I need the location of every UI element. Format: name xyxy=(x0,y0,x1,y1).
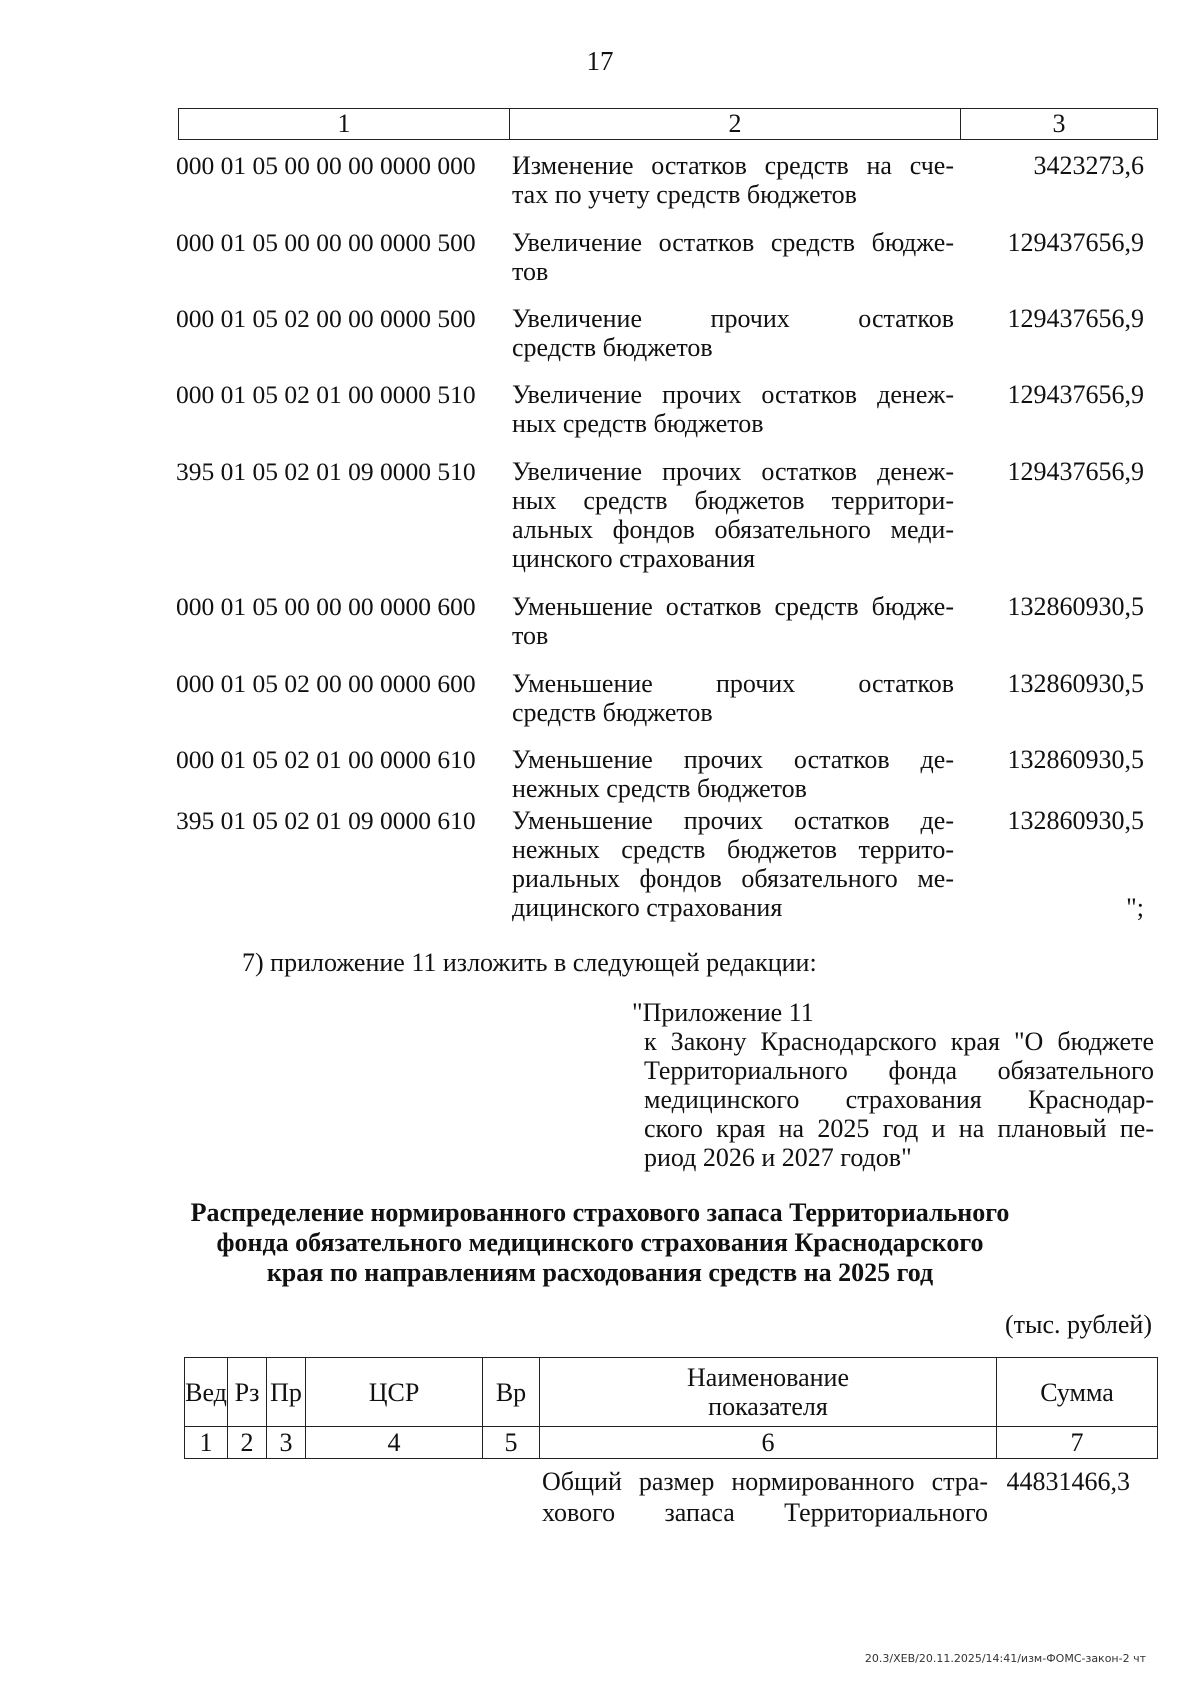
row-description: Увеличение прочих остатков денеж- ных средств бюджетов xyxy=(512,380,954,438)
row-description: Уменьшение прочих остатков де- нежных средств бюджетов xyxy=(512,745,954,803)
budget-code: 000 01 05 02 01 00 0000 610 xyxy=(176,745,476,774)
row-amount: 132860930,5 xyxy=(1007,669,1144,698)
col-header-pr: Пр xyxy=(267,1358,306,1427)
distribution-table xyxy=(184,1357,1158,1459)
col-number: 2 xyxy=(228,1427,267,1459)
budget-code: 000 01 05 02 00 00 0000 500 xyxy=(176,304,476,333)
row-description: Уменьшение остатков средств бюдже- тов xyxy=(512,592,954,650)
budget-code: 000 01 05 00 00 00 0000 500 xyxy=(176,228,476,257)
page-number: 17 xyxy=(586,46,614,76)
units-label: (тыс. рублей) xyxy=(1004,1310,1152,1339)
col-number: 5 xyxy=(483,1427,540,1459)
budget-code: 000 01 05 02 00 00 0000 600 xyxy=(176,669,476,698)
budget-code: 000 01 05 02 01 00 0000 510 xyxy=(176,380,476,409)
col-header-csr: ЦСР xyxy=(306,1358,483,1427)
budget-code: 000 01 05 00 00 00 0000 000 xyxy=(176,151,476,180)
row-description: Увеличение остатков средств бюдже- тов xyxy=(512,228,954,286)
col-number: 3 xyxy=(267,1427,306,1459)
section-title: Распределение нормированного страхового запаса Территориального фонда обязательного медицинского страхования Краснодарского края по направлениям расходования средств на 2025 год xyxy=(190,1198,1010,1287)
row-amount: 129437656,9 xyxy=(1007,380,1144,409)
row-description: Увеличение прочих остатков средств бюджетов xyxy=(512,304,954,362)
row-amount: 132860930,5 xyxy=(1007,592,1144,621)
row-description: Увеличение прочих остатков денеж- ных средств бюджетов территори- альных фондов обязательного меди- цинского страхования xyxy=(512,457,954,573)
closing-quote-mark: "; xyxy=(1126,893,1144,922)
col-header-ved: Вед xyxy=(185,1358,228,1427)
col-number: 6 xyxy=(540,1427,997,1459)
budget-code: 395 01 05 02 01 09 0000 510 xyxy=(176,457,476,486)
total-reserve-amount: 44831466,3 xyxy=(1006,1467,1130,1496)
col-number: 1 xyxy=(185,1427,228,1459)
col-header-rz: Рз xyxy=(228,1358,267,1427)
col-header-name: Наименование показателя xyxy=(540,1358,997,1427)
appendix-heading: "Приложение 11 к Закону Краснодарского края "О бюджете Территориального фонда обязательного медицинского страхования Краснодар- ского края на 2025 год и на плановый пе- риод 2026 и 2027 годов" xyxy=(632,998,1154,1172)
col-header-1: 1 xyxy=(179,109,510,140)
row-amount: 129437656,9 xyxy=(1007,228,1144,257)
continuation-table-header xyxy=(178,108,1158,140)
col-number: 4 xyxy=(306,1427,483,1459)
row-amount: 132860930,5 xyxy=(1007,745,1144,774)
document-footer-id: 20.3/ХЕВ/20.11.2025/14:41/изм-ФОМС-закон-2 чт xyxy=(864,1652,1146,1665)
appendix-title: "Приложение 11 xyxy=(632,998,814,1027)
row-description: Изменение остатков средств на сче- тах по учету средств бюджетов xyxy=(512,151,954,209)
amendment-paragraph: 7) приложение 11 изложить в следующей редакции: xyxy=(242,948,817,977)
row-amount: 3423273,6 xyxy=(1033,151,1144,180)
total-reserve-description: Общий размер нормированного стра- хового запаса Территориального xyxy=(542,1467,988,1527)
col-header-2: 2 xyxy=(510,109,961,140)
col-header-sum: Сумма xyxy=(997,1358,1158,1427)
row-description: Уменьшение прочих остатков де- нежных средств бюджетов террито- риальных фондов обязательного ме- дицинского страхования xyxy=(512,806,954,922)
budget-code: 000 01 05 00 00 00 0000 600 xyxy=(176,592,476,621)
row-amount: 132860930,5 xyxy=(1007,806,1144,835)
budget-code: 395 01 05 02 01 09 0000 610 xyxy=(176,806,476,835)
row-description: Уменьшение прочих остатков средств бюджетов xyxy=(512,669,954,727)
row-amount: 129437656,9 xyxy=(1007,457,1144,486)
row-amount: 129437656,9 xyxy=(1007,304,1144,333)
col-number: 7 xyxy=(997,1427,1158,1459)
col-header-3: 3 xyxy=(961,109,1158,140)
col-header-vr: Вр xyxy=(483,1358,540,1427)
